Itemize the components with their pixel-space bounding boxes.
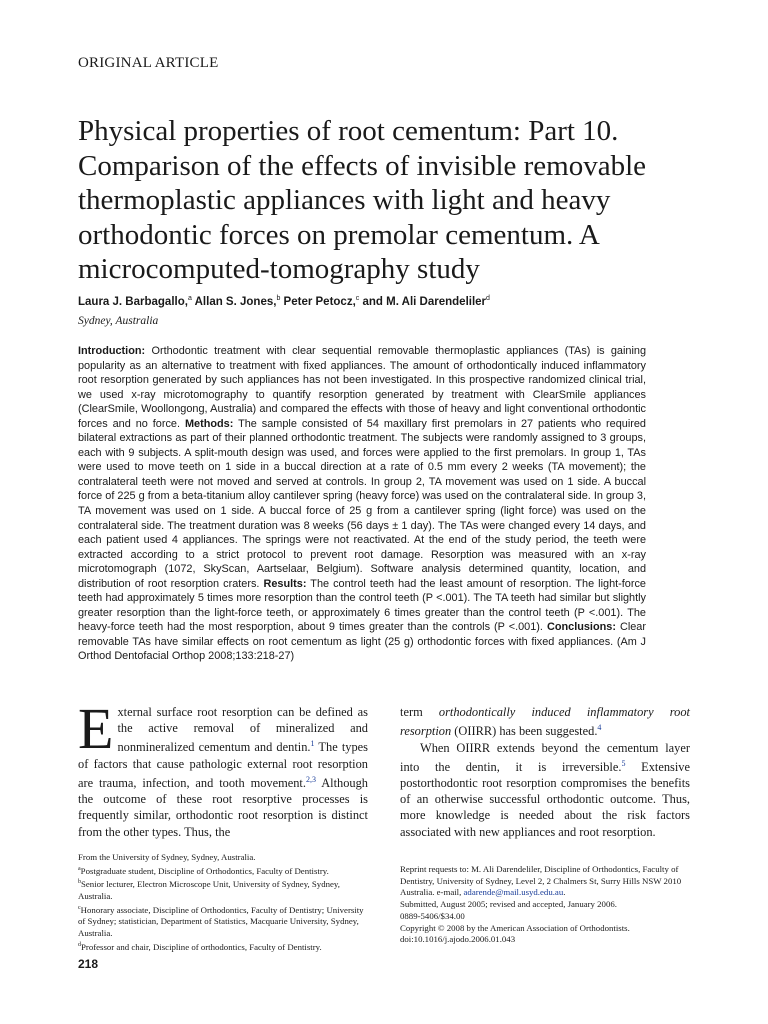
section-label: ORIGINAL ARTICLE (78, 55, 219, 71)
body-text-italic: orthodontically induced inflammatory root resorption (400, 705, 690, 739)
body-text: xternal surface root resorption can be defined as the active removal of mineralized and nonmineralized cementum and dentin. (117, 705, 368, 755)
body-text: Extensive postorthodontic root resorption compromises the benefits of an otherwise successful orthodontic outcome. Thus, more knowledge is needed about the risk factors associated with new appliances and root resorption. (400, 759, 690, 839)
footnote-b: $^b$Senior lecturer, Electron Microscope Unit, University of Sydney, Sydney, Australia. (78, 879, 340, 901)
copyright-notice: Copyright © 2008 by the American Association of Orthodontists. (400, 922, 630, 933)
reference-link[interactable]: 2,3 (305, 774, 316, 784)
affiliation-footnotes (78, 852, 370, 953)
body-text: Although the outcome of these root resorptive processes is frequently similar, orthodontic root resorption is distinct from the other types. Thus, the (78, 776, 368, 839)
page-number: 218 (78, 957, 99, 971)
abstract-methods-text: The sample consisted of 54 maxillary first premolars in 27 patients who required bilateral extractions as part of their planned orthodontic treatment. The subjects were randomly assigned to 3 groups, each with 9 subjects. A split-mouth design was used, and forces were applied to the first premolars. In group 1, TAs were used to move teeth on 1 side in a buccal direction at a rate of 0.5 mm every 2 weeks (TA movement); the contralateral teeth were not moved and served at controls. In group 2, TA movement was used on 1 side. A buccal force of 225 g from a beta-titanium alloy cantilever spring (heavy force) was used on the contralateral side. In group 3, TA movement was used on 1 side. A buccal force of 25 g from a cantilever spring (light force) was used on the contralateral side. The treatment duration was 8 weeks (56 days ± 1 day). The TAs were changed every 14 days, and each patient used 4 appliances. The springs were not reactivated. At the end of the study period, the teeth were extracted according to a strict protocol to prevent root damage. Resorption was measured with an x-ray microtomograph (1072, SkyScan, Aartselaar, Belgium). Software analysis determined quantity, location, and distribution of root resorption craters. (78, 417, 646, 590)
reference-link[interactable]: 1 (310, 739, 315, 749)
body-paragraph (400, 740, 690, 840)
footnote-c: $^c$Honorary associate, Discipline of Orthodontics, Faculty of Dentistry; University of Sydney; statistician, Department of Statistics, Macquarie University, Sydney, Australia. (78, 904, 364, 938)
abstract-results-text: The control teeth had the least amount of resorption. The light-force teeth had approximately 5 times more resorption than the control teeth (P <.001). The TA teeth had similar but slightly greater resorption than the light-force teeth, or approximately 6 times greater than the control teeth (P <.001). The heavy-force teeth had the most resporption, about 9 times greater than the controls (P <.001). (78, 577, 646, 634)
abstract-results-label: Results: (263, 577, 307, 590)
footnote-a: $^a$Postgraduate student, Discipline of Orthodontics, Faculty of Dentistry. (78, 865, 329, 876)
abstract-conclusions-text: Clear removable TAs have similar effects on root cementum as light (25 g) orthodontic forces with fixed appliances. (Am J Orthod Dentofacial Orthop 2008;133:218-27) (78, 621, 646, 663)
email-link[interactable]: adarende@mail.usyd.edu.au (463, 887, 564, 898)
body-column-left (78, 696, 368, 840)
author-name: and M. Ali Darendeliler (362, 295, 487, 308)
body-paragraph (400, 704, 690, 740)
body-text: When OIIRR extends beyond the cementum layer into the dentin, it is irreversible. (400, 740, 690, 774)
abstract-conclusions-label: Conclusions: (546, 621, 616, 634)
abstract-methods-label: Methods: (184, 417, 234, 430)
affiliation-mark: c (355, 295, 360, 302)
affiliation-mark: b (276, 295, 281, 302)
author-list (78, 295, 698, 308)
reprint-request: Reprint requests to: M. Ali Darendeliler, Discipline of Orthodontics, Faculty of Dentistry, University of Sydney, Level 2, 2 Chalmers St, Surry Hills NSW 2010 Australia. e-mail, adarende@mail.usyd.edu.au. (400, 864, 682, 898)
submission-dates: Submitted, August 2005; revised and accepted, January 2006. (400, 899, 617, 910)
author-location: Sydney, Australia (78, 315, 159, 327)
body-column-right (400, 704, 690, 840)
affiliation-mark: a (187, 295, 192, 302)
body-text: term (400, 705, 439, 719)
author-name: Allan S. Jones, (194, 295, 277, 308)
body-paragraph (78, 696, 368, 840)
body-text: (OIIRR) has been suggested. (451, 724, 598, 739)
article-title: Physical properties of root cementum: Part 10. Comparison of the effects of invisible removable thermoplastic appliances with light and heavy orthodontic forces on premolar cementum. A microcomputed-tomography study (78, 115, 647, 285)
issn-price: 0889-5406/$34.00 (400, 910, 465, 921)
doi: doi:10.1016/j.ajodo.2006.01.043 (400, 934, 516, 945)
footnote-d: $^d$Professor and chair, Discipline of orthodontics, Faculty of Dentistry. (78, 941, 322, 952)
body-text: The types of factors that cause pathologic external root resorption are trauma, infection, and tooth movement. (78, 740, 368, 791)
abstract-intro-text: Orthodontic treatment with clear sequential removable thermoplastic appliances (TAs) is gaining popularity as an alternative to treatment with fixed appliances. The amount of orthodontically induced inflammatory root resorption generated by such appliances has not been investigated. In this prospective randomized clinical trial, we used x-ray microtomography to quantify resorption generated by treatment with ClearSmile appliances (ClearSmile, Woollongong, Australia) and compared the effects with those of heavy and light conventional orthodontic forces and no force. (78, 345, 646, 430)
correspondence-footnotes (400, 864, 692, 946)
affiliation-mark: d (486, 295, 490, 302)
reference-link[interactable]: 4 (597, 723, 602, 733)
author-name: Laura J. Barbagallo, (78, 295, 188, 308)
footnote-from: From the University of Sydney, Sydney, Australia. (78, 852, 256, 862)
abstract (78, 344, 646, 664)
author-name: Peter Petocz, (283, 295, 356, 308)
abstract-intro-label: Introduction: (78, 345, 146, 357)
drop-cap: E (78, 696, 114, 761)
reference-link[interactable]: 5 (621, 758, 626, 768)
